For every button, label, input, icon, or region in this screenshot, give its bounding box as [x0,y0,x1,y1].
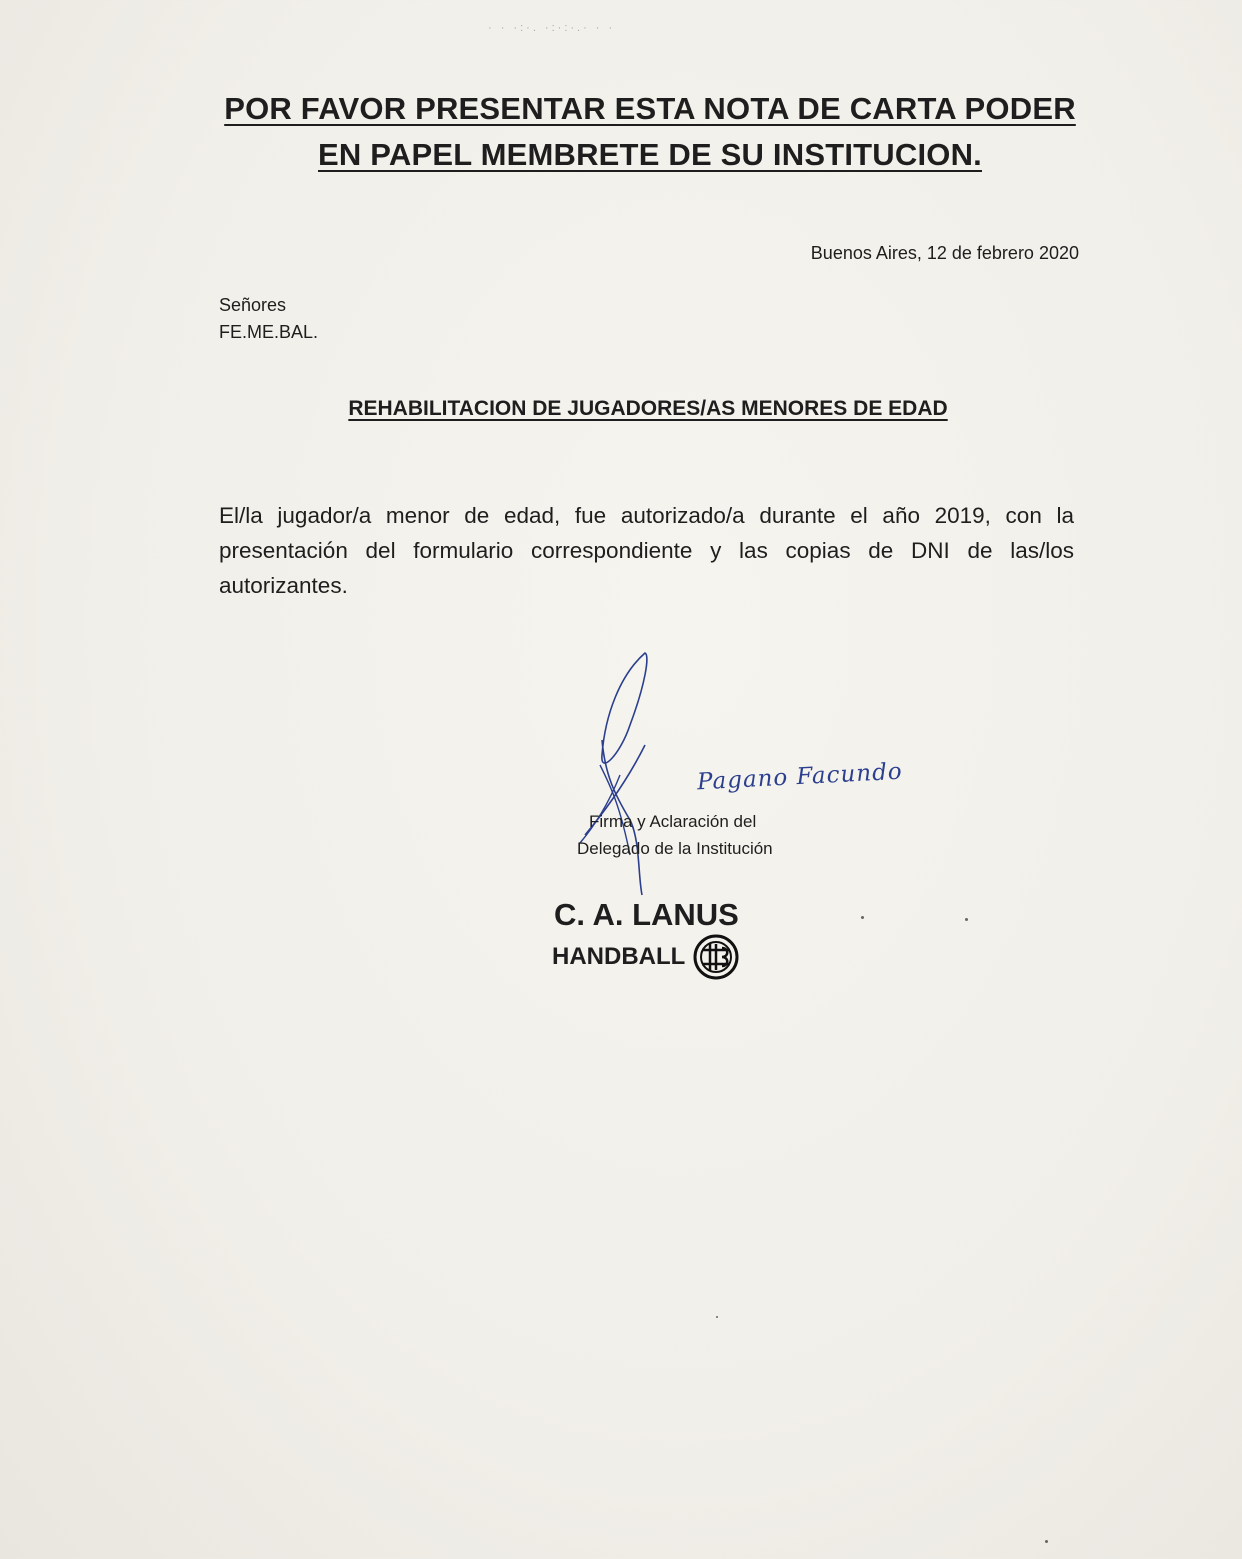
paper-speck [861,916,864,919]
caption-line-2: Delegado de la Institución [577,839,773,858]
notice-line-2: EN PAPEL MEMBRETE DE SU INSTITUCION. [318,137,982,172]
scan-artifacts: · · ·:·. ·:·:·.· · · [488,22,616,34]
stamp-line-1: C. A. LANUS [554,897,739,932]
caption-line-1: Firma y Aclaración del [589,812,757,831]
addressee [219,292,318,346]
letter-subject: REHABILITACION DE JUGADORES/AS MENORES DE EDAD [348,397,948,420]
addressee-line-1: Señores [219,295,287,315]
paper-speck [716,1316,718,1318]
signature-scribble [560,645,680,905]
signature-handwritten-name: Pagano Facundo [696,758,904,796]
paper-speck [1045,1540,1048,1543]
notice-line-1: POR FAVOR PRESENTAR ESTA NOTA DE CARTA PODER [224,91,1076,126]
notice-heading [0,86,1242,178]
letter-body: El/la jugador/a menor de edad, fue autorizado/a durante el año 2019, con la presentación del formulario correspondiente y las copias de DNI de las/los autorizantes. [219,503,1074,598]
club-logo-icon [693,934,739,980]
paper-speck [965,918,968,921]
stamp-line-2: HANDBALL [552,943,686,970]
signature-caption [577,808,773,862]
letter-date: Buenos Aires, 12 de febrero 2020 [810,243,1079,263]
addressee-line-2: FE.ME.BAL. [219,322,319,342]
club-stamp [552,896,739,980]
